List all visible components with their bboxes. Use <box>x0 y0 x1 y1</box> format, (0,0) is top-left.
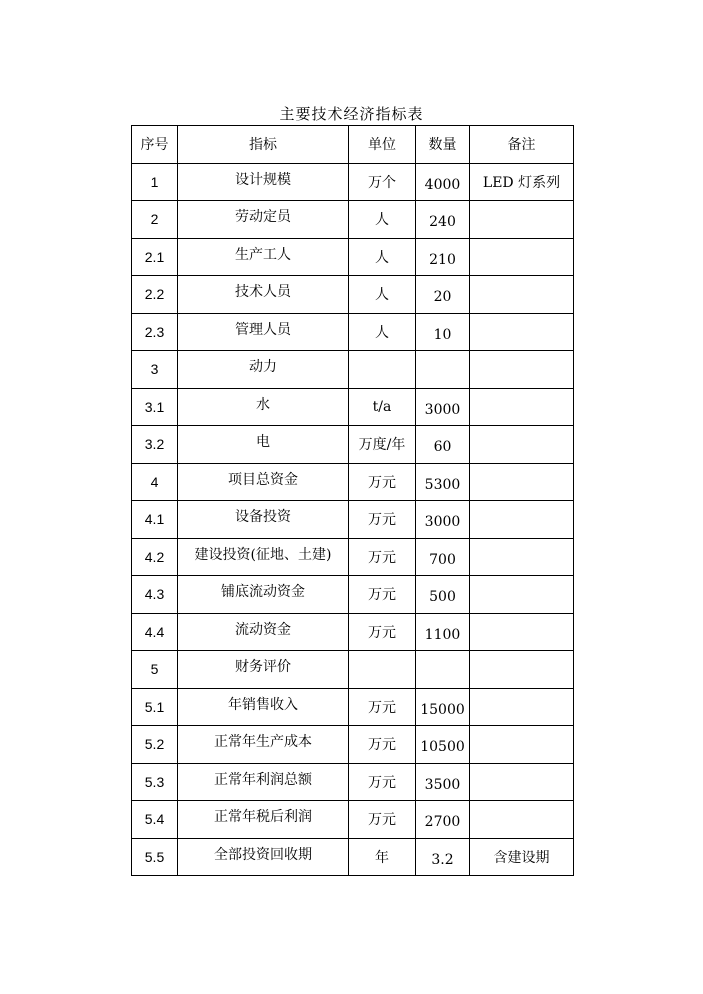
row-number <box>132 763 178 801</box>
row-quantity-text: 10 <box>433 326 452 343</box>
table-row <box>132 576 574 614</box>
table-row <box>132 201 574 239</box>
row-quantity-text: 1100 <box>424 626 461 643</box>
row-number <box>132 276 178 314</box>
row-number-text: 3.2 <box>144 436 165 453</box>
row-unit-text: 人 <box>375 249 389 266</box>
row-note <box>470 276 574 314</box>
row-indicator <box>178 238 349 276</box>
row-quantity-text: 240 <box>429 214 456 231</box>
row-indicator-text: 管理人员 <box>235 321 291 338</box>
row-indicator <box>178 726 349 764</box>
row-unit-text: 万元 <box>368 774 396 791</box>
row-indicator-text: 年销售收入 <box>228 696 298 713</box>
row-number <box>132 163 178 201</box>
row-number-text: 4.1 <box>144 511 165 528</box>
indicator-table <box>131 125 574 876</box>
row-number <box>132 351 178 389</box>
row-note <box>470 238 574 276</box>
row-quantity <box>416 201 470 239</box>
row-quantity-text: 500 <box>429 589 456 606</box>
row-unit-text: 万元 <box>368 812 396 829</box>
row-number-text: 4.3 <box>144 586 165 603</box>
row-indicator-text: 水 <box>256 396 270 413</box>
row-indicator <box>178 351 349 389</box>
row-unit <box>349 388 416 426</box>
row-number-text: 3.1 <box>144 398 165 415</box>
row-indicator-text: 正常年生产成本 <box>214 734 312 751</box>
row-quantity-text: 3500 <box>424 776 461 793</box>
row-number <box>132 801 178 839</box>
row-quantity <box>416 351 470 389</box>
header-row <box>132 126 574 164</box>
row-indicator <box>178 838 349 876</box>
row-quantity-text: 15000 <box>420 701 465 718</box>
row-indicator-text: 铺底流动资金 <box>221 584 305 601</box>
row-unit <box>349 538 416 576</box>
table-row <box>132 801 574 839</box>
header-note: 备注 <box>470 126 574 164</box>
row-unit <box>349 351 416 389</box>
row-note <box>470 576 574 614</box>
row-unit-text: 人 <box>375 287 389 304</box>
row-indicator-text: 动力 <box>249 359 277 376</box>
row-indicator-text: 财务评价 <box>235 659 291 676</box>
row-quantity-text: 210 <box>429 251 456 268</box>
row-unit <box>349 726 416 764</box>
row-unit <box>349 276 416 314</box>
row-indicator <box>178 426 349 464</box>
row-note-text: LED 灯系列 <box>482 174 561 191</box>
row-number-text: 4.4 <box>144 623 165 640</box>
row-unit <box>349 838 416 876</box>
row-note <box>470 501 574 539</box>
row-quantity <box>416 163 470 201</box>
row-number <box>132 463 178 501</box>
table-row <box>132 163 574 201</box>
row-indicator <box>178 388 349 426</box>
row-quantity <box>416 538 470 576</box>
row-number <box>132 613 178 651</box>
row-number-text: 5.1 <box>144 698 165 715</box>
row-quantity-text: 700 <box>429 551 456 568</box>
row-note <box>470 163 574 201</box>
row-unit <box>349 688 416 726</box>
row-unit-text: 人 <box>375 212 389 229</box>
row-unit <box>349 201 416 239</box>
row-unit <box>349 763 416 801</box>
row-quantity <box>416 313 470 351</box>
row-note <box>470 688 574 726</box>
row-quantity-text: 3.2 <box>431 851 454 868</box>
row-number <box>132 201 178 239</box>
row-unit-text: 万元 <box>368 549 396 566</box>
row-indicator <box>178 763 349 801</box>
row-indicator-text: 正常年税后利润 <box>214 809 312 826</box>
row-number <box>132 538 178 576</box>
table-row <box>132 238 574 276</box>
table-row <box>132 538 574 576</box>
row-number-text: 2.3 <box>144 323 165 340</box>
row-unit-text: 人 <box>375 324 389 341</box>
row-indicator-text: 项目总资金 <box>228 471 298 488</box>
row-number <box>132 238 178 276</box>
row-unit <box>349 651 416 689</box>
row-unit-text: 万个 <box>368 174 396 191</box>
row-number <box>132 838 178 876</box>
row-indicator-text: 设备投资 <box>235 509 291 526</box>
row-indicator <box>178 651 349 689</box>
row-note <box>470 763 574 801</box>
row-indicator-text: 全部投资回收期 <box>214 846 312 863</box>
row-note-text: 含建设期 <box>493 849 550 866</box>
row-unit-text: 万元 <box>368 512 396 529</box>
row-indicator-text: 建设投资(征地、土建) <box>194 546 332 563</box>
row-unit-text: 万度/年 <box>358 437 406 454</box>
row-quantity <box>416 276 470 314</box>
row-quantity <box>416 726 470 764</box>
row-number <box>132 388 178 426</box>
row-unit <box>349 426 416 464</box>
table-row <box>132 651 574 689</box>
row-note <box>470 801 574 839</box>
row-unit <box>349 576 416 614</box>
row-number <box>132 426 178 464</box>
row-note <box>470 463 574 501</box>
row-note <box>470 838 574 876</box>
row-number-text: 2 <box>150 211 159 228</box>
row-indicator <box>178 313 349 351</box>
row-note <box>470 351 574 389</box>
row-note <box>470 313 574 351</box>
row-quantity <box>416 238 470 276</box>
header-unit: 单位 <box>349 126 416 164</box>
row-quantity <box>416 801 470 839</box>
row-number <box>132 501 178 539</box>
row-number <box>132 651 178 689</box>
row-quantity-text: 20 <box>433 289 452 306</box>
header-quantity: 数量 <box>416 126 470 164</box>
row-number <box>132 688 178 726</box>
table-row <box>132 388 574 426</box>
row-number <box>132 726 178 764</box>
row-note <box>470 538 574 576</box>
table-row <box>132 313 574 351</box>
row-number <box>132 576 178 614</box>
row-number-text: 5 <box>150 661 159 678</box>
row-number-text: 5.3 <box>144 773 165 790</box>
row-quantity <box>416 388 470 426</box>
row-quantity-text: 10500 <box>420 739 465 756</box>
row-number-text: 4 <box>150 473 159 490</box>
row-quantity-text: 5300 <box>424 476 461 493</box>
header-no: 序号 <box>132 126 178 164</box>
table-row <box>132 426 574 464</box>
row-note <box>470 388 574 426</box>
row-indicator-text: 技术人员 <box>235 284 291 301</box>
row-note <box>470 613 574 651</box>
row-unit <box>349 613 416 651</box>
row-unit-text: 万元 <box>368 587 396 604</box>
row-indicator-text: 生产工人 <box>235 246 291 263</box>
row-unit-text: t/a <box>372 398 392 415</box>
row-number-text: 5.5 <box>144 848 165 865</box>
row-unit <box>349 463 416 501</box>
table-row <box>132 726 574 764</box>
row-note <box>470 726 574 764</box>
row-indicator <box>178 688 349 726</box>
row-unit-text: 万元 <box>368 737 396 754</box>
table-row <box>132 838 574 876</box>
row-unit <box>349 313 416 351</box>
row-unit <box>349 501 416 539</box>
row-indicator <box>178 276 349 314</box>
row-note <box>470 201 574 239</box>
row-quantity <box>416 501 470 539</box>
table-row <box>132 501 574 539</box>
row-quantity <box>416 688 470 726</box>
row-number-text: 5.2 <box>144 736 165 753</box>
row-indicator <box>178 463 349 501</box>
table-row <box>132 351 574 389</box>
table-row <box>132 276 574 314</box>
row-unit-text: 年 <box>375 849 389 866</box>
table-row <box>132 688 574 726</box>
row-number-text: 2.1 <box>144 248 165 265</box>
row-number <box>132 313 178 351</box>
row-indicator <box>178 576 349 614</box>
row-note <box>470 651 574 689</box>
row-unit <box>349 163 416 201</box>
row-indicator <box>178 163 349 201</box>
row-unit-text: 万元 <box>368 624 396 641</box>
row-number-text: 5.4 <box>144 811 165 828</box>
row-quantity <box>416 613 470 651</box>
row-unit-text: 万元 <box>368 699 396 716</box>
row-indicator-text: 流动资金 <box>235 621 291 638</box>
row-quantity-text: 4000 <box>424 176 461 193</box>
row-quantity-text: 2700 <box>424 814 461 831</box>
row-indicator-text: 劳动定员 <box>235 209 291 226</box>
row-quantity <box>416 838 470 876</box>
row-indicator <box>178 501 349 539</box>
table-row <box>132 463 574 501</box>
row-unit <box>349 801 416 839</box>
row-indicator-text: 设计规模 <box>235 171 291 188</box>
row-indicator <box>178 201 349 239</box>
row-quantity-text: 3000 <box>424 514 461 531</box>
row-unit-text: 万元 <box>368 474 396 491</box>
row-number-text: 2.2 <box>144 286 165 303</box>
row-indicator <box>178 801 349 839</box>
row-quantity <box>416 463 470 501</box>
table-row <box>132 613 574 651</box>
row-unit <box>349 238 416 276</box>
row-quantity <box>416 426 470 464</box>
header-indicator: 指标 <box>178 126 349 164</box>
row-quantity <box>416 763 470 801</box>
row-quantity-text: 60 <box>433 439 452 456</box>
row-quantity <box>416 651 470 689</box>
row-indicator <box>178 538 349 576</box>
row-indicator-text: 正常年利润总额 <box>214 771 312 788</box>
table-title: 主要技术经济指标表 <box>279 105 424 123</box>
row-number-text: 4.2 <box>144 548 165 565</box>
row-indicator <box>178 613 349 651</box>
table-row <box>132 763 574 801</box>
row-quantity <box>416 576 470 614</box>
row-number-text: 1 <box>150 173 159 190</box>
row-number-text: 3 <box>150 361 159 378</box>
row-note <box>470 426 574 464</box>
row-indicator-text: 电 <box>256 434 270 451</box>
row-quantity-text: 3000 <box>424 401 461 418</box>
